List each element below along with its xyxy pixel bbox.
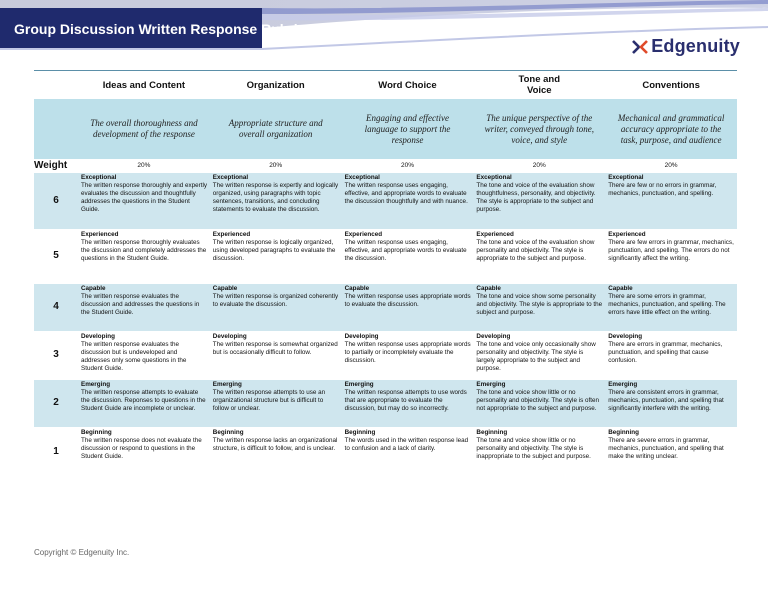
weight-value: 20% — [532, 162, 546, 169]
level-label: Developing — [81, 333, 115, 340]
level-label: Capable — [476, 285, 501, 292]
rubric-cell — [342, 173, 474, 230]
level-text: The tone and voice show some personality and objectivity. The style is appropriate to the subject and purpose. — [476, 293, 603, 317]
level-label: Beginning — [476, 429, 508, 436]
rubric-cell — [473, 428, 605, 476]
edgenuity-logo — [632, 36, 740, 57]
score-number: 6 — [34, 173, 78, 230]
level-text: The tone and voice show little or no personality and objectivity. The style is inappropriate to the subject and purpose. — [476, 437, 591, 461]
level-label: Capable — [81, 285, 106, 292]
col-description: The unique perspective of the writer, conveyed through tone, voice, and style — [473, 99, 605, 159]
rubric-cell — [210, 332, 342, 380]
level-label: Developing — [344, 333, 379, 340]
rubric-cell — [342, 332, 474, 380]
weight-value: 20% — [269, 162, 283, 169]
weight-value: 20% — [400, 162, 414, 169]
rubric-cell — [78, 230, 210, 284]
score-row — [34, 284, 737, 332]
score-number: 2 — [34, 380, 78, 428]
level-label: Developing — [212, 333, 247, 340]
level-label: Experienced — [344, 231, 383, 238]
level-label: Experienced — [476, 231, 514, 238]
rubric-cell — [473, 284, 605, 332]
level-label: Emerging — [344, 381, 374, 388]
level-text: The written response thoroughly and expertly evaluates the discussion and thoughtfully addresses the questions in the Student Guide. — [81, 182, 208, 214]
level-text: The written response attempts to evaluate the discussion. Reponses to questions in the Student Guide are incomplete or unclear. — [81, 389, 206, 413]
weight-row — [34, 159, 737, 173]
rubric-cell — [78, 332, 210, 380]
rubric-cell — [210, 428, 342, 476]
score-number: 3 — [34, 332, 78, 380]
rubric-cell — [605, 428, 737, 476]
level-text: The written response attempts to use an organizational structure but is difficult to follow or unclear. — [212, 389, 326, 413]
level-text: The written response attempts to use words that are appropriate to evaluate the discussion, but may do so incorrectly. — [344, 389, 467, 413]
level-label: Experienced — [81, 231, 119, 238]
level-text: The tone and voice of the evaluation show thoughtfulness, personality, and objectivity. The style is appropriate to the subject and purpose. — [476, 182, 596, 214]
level-text: The written response evaluates the discussion and addresses the questions in the Student Guide. — [81, 293, 200, 317]
rubric-cell — [473, 230, 605, 284]
rubric-cell — [78, 173, 210, 230]
rubric-cell — [605, 173, 737, 230]
rubric-cell — [210, 230, 342, 284]
level-text: The written response uses engaging, effective, and appropriate words to evaluate the discussion. — [344, 239, 467, 263]
level-text: The written response is organized coherently to evaluate the discussion. — [212, 293, 339, 309]
level-label: Exceptional — [476, 174, 512, 181]
weight-value: 20% — [664, 162, 678, 169]
brand-name: Edgenuity — [651, 36, 740, 56]
level-text: The tone and voice only occasionally show personality and objectivity. The style is largely appropriate to the subject and purpose. — [476, 341, 596, 373]
level-text: The tone and voice of the evaluation show personality and objectivity. The style is appropriate to the subject and purpose. — [476, 239, 595, 263]
level-label: Developing — [608, 333, 643, 340]
level-label: Emerging — [212, 381, 242, 388]
level-text: There are errors in grammar, mechanics, punctuation, and spelling that cause confusion. — [608, 341, 723, 365]
level-text: There are few or no errors in grammar, mechanics, punctuation, and spelling. — [608, 182, 717, 198]
page-title: Group Discussion Written Response Rubric — [14, 21, 306, 37]
rubric-cell — [473, 173, 605, 230]
level-label: Emerging — [608, 381, 638, 388]
rubric-cell — [78, 380, 210, 428]
score-number: 5 — [34, 230, 78, 284]
rubric-cell — [342, 428, 474, 476]
col-heading-text: Tone and Voice — [518, 74, 561, 96]
rubric-cell — [78, 284, 210, 332]
rubric-cell — [210, 284, 342, 332]
col-description: Appropriate structure and overall organization — [210, 99, 342, 159]
col-description: The overall thoroughness and development of the response — [78, 99, 210, 159]
level-text: The written response uses appropriate words to partially or incompletely evaluate the discussion. — [344, 341, 471, 365]
rubric-cell — [605, 230, 737, 284]
level-text: The written response is logically organized, using developed paragraphs to evaluate the discussion. — [212, 239, 336, 263]
level-text: The words used in the written response lead to confusion and a lack of clarity. — [344, 437, 469, 453]
level-text: The written response lacks an organizational structure, is difficult to follow, and is unclear. — [212, 437, 338, 453]
score-number: 1 — [34, 428, 78, 476]
level-label: Beginning — [212, 429, 244, 436]
level-label: Capable — [212, 285, 238, 292]
col-heading-tone — [473, 71, 605, 100]
rubric-cell — [473, 380, 605, 428]
col-heading: Organization — [210, 71, 342, 100]
score-row — [34, 428, 737, 476]
rubric-cell — [78, 428, 210, 476]
level-label: Beginning — [81, 429, 112, 436]
description-row — [34, 99, 737, 159]
score-row — [34, 380, 737, 428]
rubric-cell — [605, 332, 737, 380]
col-description: Engaging and effective language to support the response — [342, 99, 474, 159]
level-text: The tone and voice show little or no personality and objectivity. The style is often not appropriate to the subject and purpose. — [476, 389, 600, 413]
rubric-cell — [210, 173, 342, 230]
level-label: Exceptional — [81, 174, 117, 181]
level-text: There are severe errors in grammar, mechanics, punctuation, and spelling that make the writing unclear. — [608, 437, 724, 461]
level-text: The written response uses appropriate words to evaluate the discussion. — [344, 293, 471, 309]
score-row — [34, 332, 737, 380]
level-label: Developing — [476, 333, 511, 340]
header-blank — [34, 71, 78, 100]
col-heading: Ideas and Content — [78, 71, 210, 100]
rubric-cell — [342, 380, 474, 428]
level-label: Emerging — [476, 381, 506, 388]
level-text: The written response is expertly and logically organized, using paragraphs with topic sentences, transitions, and concluding statements to evaluate the discussion. — [212, 182, 339, 214]
rubric-cell — [210, 380, 342, 428]
level-text: The written response uses engaging, effective, and appropriate words to evaluate the discussion thoughtfully and with nuance. — [344, 182, 468, 206]
x-logo-icon — [632, 39, 648, 55]
level-label: Experienced — [212, 231, 251, 238]
level-label: Experienced — [608, 231, 646, 238]
rubric-cell — [342, 284, 474, 332]
col-description: Mechanical and grammatical accuracy appropriate to the task, purpose, and audience — [605, 99, 737, 159]
level-text: The written response evaluates the discussion but is undeveloped and addresses only some questions in the Student Guide. — [81, 341, 187, 373]
level-label: Beginning — [608, 429, 639, 436]
score-number: 4 — [34, 284, 78, 332]
level-label: Emerging — [81, 381, 111, 388]
rubric-cell — [605, 284, 737, 332]
level-text: There are consistent errors in grammar, mechanics, punctuation, and spelling that significantly interfere with the writing. — [608, 389, 724, 413]
score-row — [34, 173, 737, 230]
rubric-cell — [605, 380, 737, 428]
level-label: Exceptional — [608, 174, 644, 181]
level-label: Exceptional — [344, 174, 380, 181]
col-heading: Word Choice — [342, 71, 474, 100]
column-header-row — [34, 71, 737, 100]
copyright-footer: Copyright © Edgenuity Inc. — [34, 548, 130, 557]
level-label: Capable — [608, 285, 633, 292]
weight-value: 20% — [137, 162, 151, 169]
score-row — [34, 230, 737, 284]
level-text: There are some errors in grammar, mechanics, punctuation, and spelling. The errors have little effect on the writing. — [608, 293, 726, 317]
col-heading: Conventions — [605, 71, 737, 100]
level-text: There are few errors in grammar, mechanics, punctuation, and spelling. The errors do not significantly affect the writing. — [608, 239, 734, 263]
level-text: The written response thoroughly evaluates the discussion and completely addresses the questions in the Student Guide. — [81, 239, 207, 263]
level-label: Capable — [344, 285, 370, 292]
rubric-table — [34, 70, 737, 476]
rubric-cell — [473, 332, 605, 380]
level-text: The written response is somewhat organized but is occasionally difficult to follow. — [212, 341, 338, 357]
level-label: Exceptional — [212, 174, 249, 181]
desc-blank — [34, 99, 78, 159]
weight-label: Weight — [34, 160, 68, 171]
level-text: The written response does not evaluate the discussion or respond to questions in the Student Guide. — [81, 437, 202, 461]
level-label: Beginning — [344, 429, 376, 436]
rubric-cell — [342, 230, 474, 284]
